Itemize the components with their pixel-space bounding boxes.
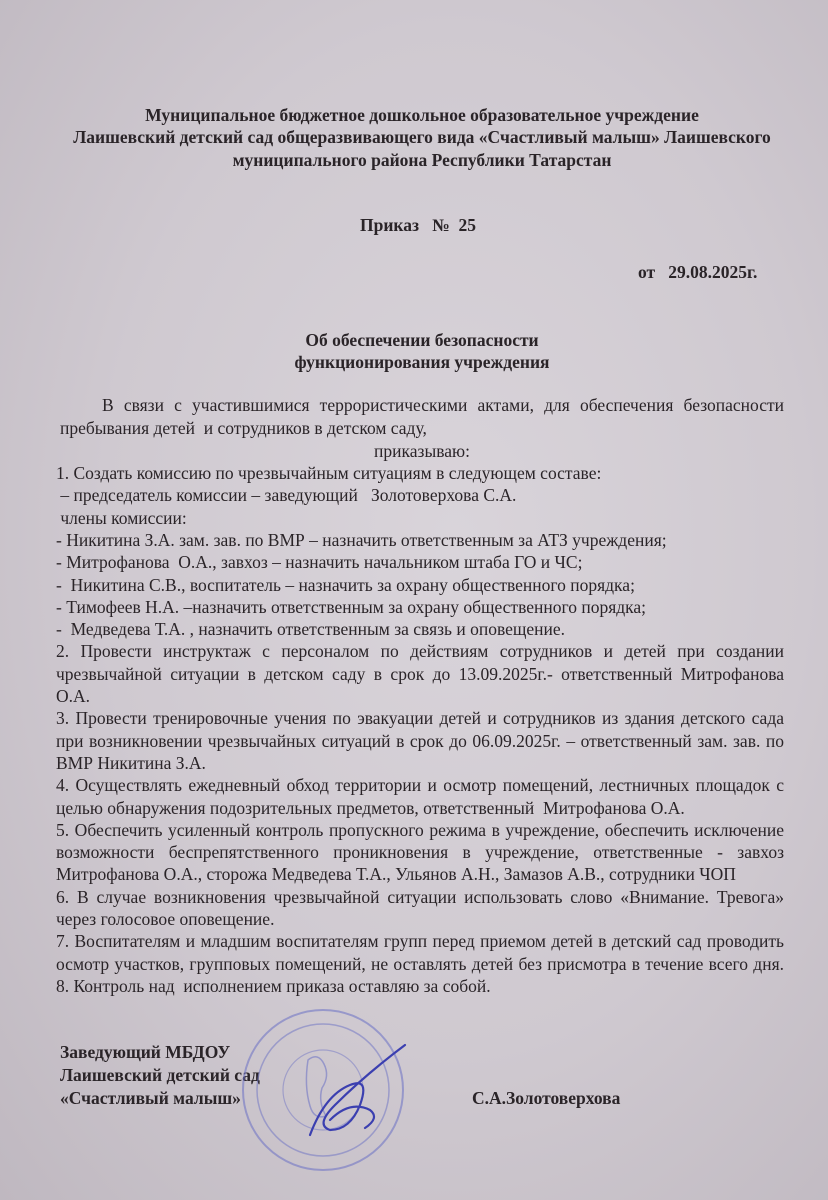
signer-position-2: Лаишевский детский сад <box>60 1065 260 1085</box>
signer-position-1: Заведующий МБДОУ <box>60 1042 231 1062</box>
order-item-line: 7. Воспитателям и младшим воспитателям групп перед приемом детей в детский сад проводить <box>56 931 784 952</box>
order-item-line: - Медведева Т.А. , назначить ответственным за связь и оповещение. <box>56 619 566 640</box>
order-item-line: осмотр участков, групповых помещений, не оставлять детей без присмотра в течение всего дня. <box>56 953 784 974</box>
order-item-line: - Тимофеев Н.А. –назначить ответственным за охрану общественного порядка; <box>56 596 647 617</box>
order-item-line: через голосовое оповещение. <box>56 909 275 929</box>
order-item-line: 5. Обеспечить усиленный контроль пропускного режима в учреждение, обеспечить исключение <box>56 819 784 840</box>
order-item-line: 1. Создать комиссию по чрезвычайным ситуациям в следующем составе: <box>56 463 602 483</box>
order-item-line: - Никитина З.А. зам. зав. по ВМР – назначить ответственным за АТЗ учреждения; <box>56 529 667 550</box>
order-item-line: 3. Провести тренировочные учения по эвакуации детей и сотрудников из здания детского сада <box>56 708 784 729</box>
subject-line-1: Об обеспечении безопасности <box>305 330 539 350</box>
order-item-line: 4. Осуществлять ежедневный обход территории и осмотр помещений, лестничных площадок с <box>56 775 784 796</box>
order-date: от 29.08.2025г. <box>638 262 758 282</box>
intro-line-1: В связи с участившимися террористическими актами, для обеспечения безопасности <box>102 395 784 415</box>
org-name-line-1: Муниципальное бюджетное дошкольное образовательное учреждение <box>145 105 699 125</box>
order-item-line: при возникновении чрезвычайных ситуаций в срок до 06.09.2025г. – ответственный зам. зав. по <box>56 730 784 751</box>
org-name-line-3: муниципального района Республики Татарстан <box>232 150 612 170</box>
intro-line-2: пребывания детей и сотрудников в детском саду, <box>60 418 427 438</box>
order-item-line: 8. Контроль над исполнением приказа оставляю за собой. <box>56 975 491 996</box>
order-item-line: 2. Провести инструктаж с персоналом по действиям сотрудников и детей при создании <box>56 641 784 662</box>
order-item-line: – председатель комиссии – заведующий Золотоверхова С.А. <box>56 485 517 506</box>
signer-position-3: «Счастливый малыш» <box>60 1088 241 1108</box>
order-item-line: ВМР Никитина З.А. <box>56 752 206 773</box>
subject-line-2: функционирования учреждения <box>294 352 550 372</box>
signer-name: С.А.Золотоверхова <box>472 1088 621 1108</box>
handwritten-signature <box>300 1040 420 1150</box>
org-name-line-2: Лаишевский детский сад общеразвивающего вида «Счастливый малыш» Лаишевского <box>73 127 771 147</box>
order-item-line: члены комиссии: <box>56 507 187 528</box>
order-item-line: целью обнаружения подозрительных предметов, ответственный Митрофанова О.А. <box>56 797 685 818</box>
order-item-line: 6. В случае возникновения чрезвычайной ситуации использовать слово «Внимание. Тревога» <box>56 886 784 907</box>
order-number: Приказ № 25 <box>360 215 476 235</box>
decree-word: приказываю: <box>374 441 470 461</box>
order-item-line: О.А. <box>56 686 91 706</box>
order-item-line: - Никитина С.В., воспитатель – назначить за охрану общественного порядка; <box>56 574 635 595</box>
order-item-line: - Митрофанова О.А., завхоз – назначить начальником штаба ГО и ЧС; <box>56 552 583 573</box>
order-item-line: чрезвычайной ситуации в детском саду в срок до 13.09.2025г.- ответственный Митрофанова <box>56 663 784 684</box>
order-item-line: возможности беспрепятственного проникновения в учреждение, ответственные - завхоз <box>56 842 784 863</box>
order-item-line: Митрофанова О.А., сторожа Медведева Т.А., Ульянов А.Н., Замазов А.В., сотрудники ЧОП <box>56 864 736 885</box>
